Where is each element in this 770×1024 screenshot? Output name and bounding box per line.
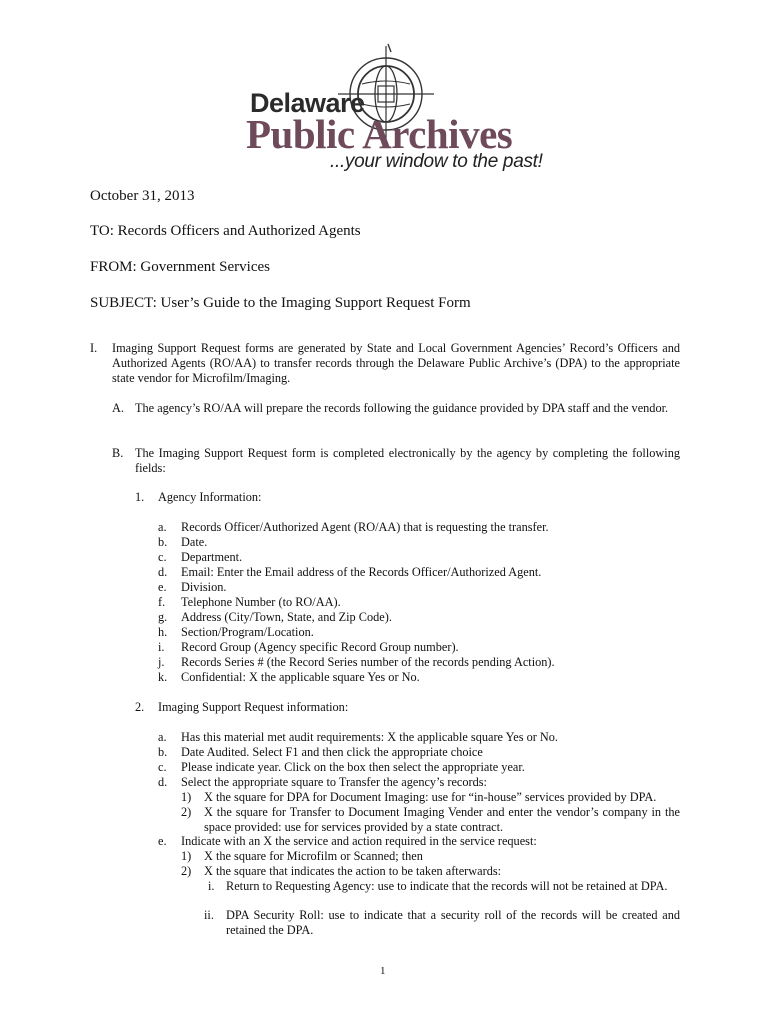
- list-marker: a.: [158, 730, 167, 744]
- list-item: Record Group (Agency specific Record Group number).: [181, 640, 459, 654]
- list-marker: b.: [158, 745, 168, 759]
- roman-item: Return to Requesting Agency: use to indicate that the records will not be retained at DPA.: [226, 879, 668, 893]
- item-marker: A.: [112, 401, 124, 415]
- list-item: Records Series # (the Record Series number of the records pending Action).: [181, 655, 555, 669]
- memo-to: TO: Records Officers and Authorized Agents: [90, 223, 361, 239]
- sublist-marker: 2): [181, 864, 192, 878]
- logo-line-public-archives: Public Archives: [246, 111, 513, 157]
- roman-item: DPA Security Roll: use to indicate that a security roll of the records will be created and retained the DPA.: [226, 908, 680, 937]
- sublist-marker: 1): [181, 849, 192, 863]
- list-item: Has this material met audit requirements: X the applicable square Yes or No.: [181, 730, 559, 744]
- subsection-marker: 2.: [135, 700, 145, 714]
- list-marker: g.: [158, 610, 168, 624]
- item-marker: B.: [112, 446, 124, 460]
- logo-tagline: ...your window to the past!: [330, 151, 543, 172]
- page-number: 1: [380, 965, 386, 977]
- memo-subject: SUBJECT: User’s Guide to the Imaging Support Request Form: [90, 295, 471, 311]
- list-marker: k.: [158, 670, 168, 684]
- list-item: Division.: [181, 580, 227, 594]
- list-marker: d.: [158, 775, 168, 789]
- list-item: Email: Enter the Email address of the Records Officer/Authorized Agent.: [181, 565, 542, 579]
- list-marker: c.: [158, 550, 167, 564]
- list-marker: e.: [158, 580, 167, 594]
- list-marker: h.: [158, 625, 168, 639]
- list-item: Select the appropriate square to Transfer the agency’s records:: [181, 775, 487, 789]
- list-item: Indicate with an X the service and action required in the service request:: [181, 834, 537, 848]
- sublist-item: X the square for Transfer to Document Imaging Vender and enter the vendor’s company in the space provided: use for services provided by a state contract.: [204, 805, 680, 834]
- subsection-marker: 1.: [135, 490, 145, 504]
- delaware-public-archives-logo: [238, 38, 543, 178]
- item-text: The Imaging Support Request form is completed electronically by the agency by completing the following fields:: [135, 446, 680, 475]
- list-item: Records Officer/Authorized Agent (RO/AA) that is requesting the transfer.: [181, 520, 549, 534]
- list-item: Date.: [181, 535, 208, 549]
- logo-line-delaware: Delaware: [250, 88, 365, 118]
- list-item: Address (City/Town, State, and Zip Code).: [181, 610, 392, 624]
- item-text: The agency’s RO/AA will prepare the records following the guidance provided by DPA staff and the vendor.: [135, 401, 669, 415]
- section-marker: I.: [90, 341, 98, 355]
- list-item: Please indicate year. Click on the box then select the appropriate year.: [181, 760, 525, 774]
- list-item: Confidential: X the applicable square Yes or No.: [181, 670, 420, 684]
- list-item: Date Audited. Select F1 and then click the appropriate choice: [181, 745, 483, 759]
- roman-marker: i.: [208, 879, 215, 893]
- list-item: Department.: [181, 550, 243, 564]
- list-item: Telephone Number (to RO/AA).: [181, 595, 341, 609]
- list-marker: a.: [158, 520, 167, 534]
- subsection-title: Agency Information:: [158, 490, 262, 504]
- list-marker: d.: [158, 565, 168, 579]
- list-marker: j.: [158, 655, 165, 669]
- list-marker: e.: [158, 834, 167, 848]
- sublist-item: X the square for DPA for Document Imaging: use for “in-house” services provided by DPA.: [204, 790, 657, 804]
- roman-marker: ii.: [204, 908, 214, 922]
- sublist-marker: 2): [181, 805, 192, 819]
- list-marker: f.: [158, 595, 166, 609]
- list-marker: i.: [158, 640, 165, 654]
- sublist-marker: 1): [181, 790, 192, 804]
- memo-from: FROM: Government Services: [90, 259, 270, 275]
- sublist-item: X the square for Microfilm or Scanned; then: [204, 849, 423, 863]
- memo-date: October 31, 2013: [90, 188, 195, 204]
- list-marker: b.: [158, 535, 168, 549]
- sublist-item: X the square that indicates the action to be taken afterwards:: [204, 864, 502, 878]
- list-marker: c.: [158, 760, 167, 774]
- list-item: Section/Program/Location.: [181, 625, 314, 639]
- subsection-title: Imaging Support Request information:: [158, 700, 349, 714]
- section-intro: Imaging Support Request forms are generated by State and Local Government Agencies’ Record’s Officers and Authorized Agents (RO/AA) to transfer records through the Delaware Public Archive’s (DPA) to the appropriate state vendor for Microfilm/Imaging.: [112, 341, 680, 385]
